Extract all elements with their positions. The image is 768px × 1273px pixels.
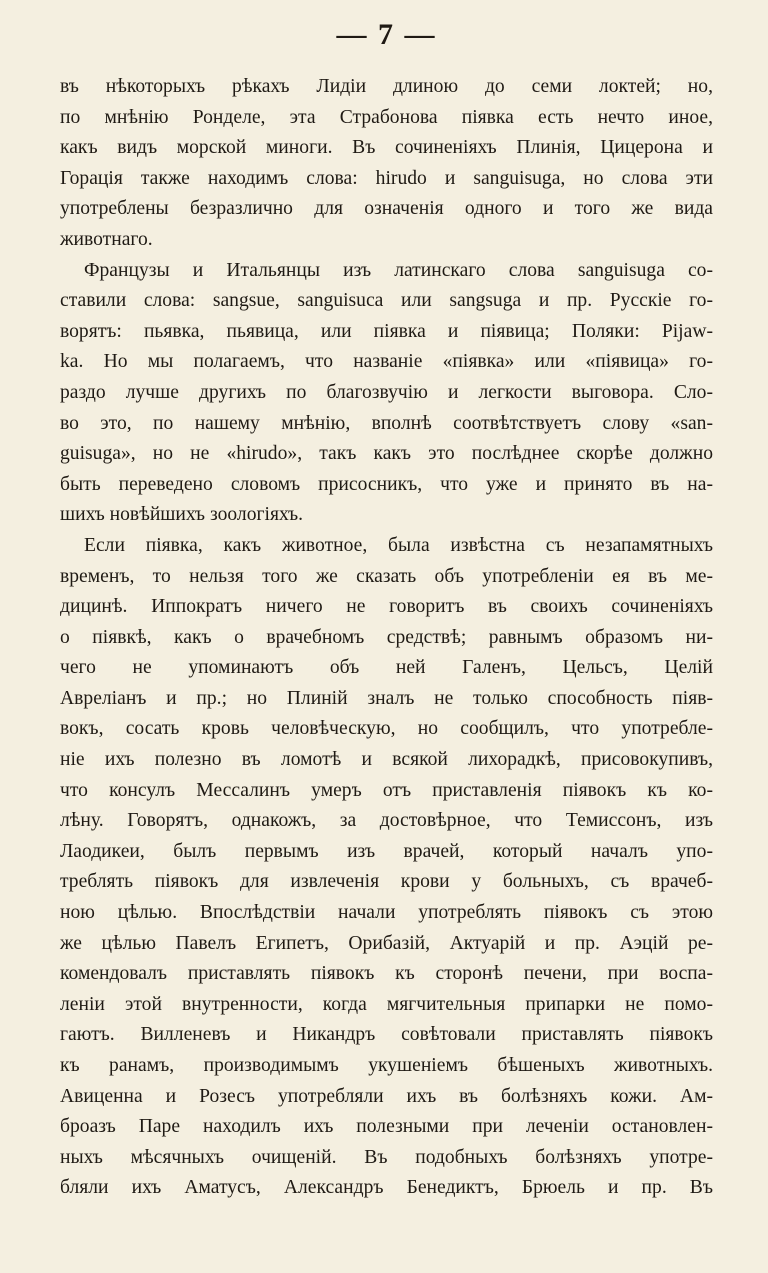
text-line: же цѣлью Павелъ Египетъ, Орибазій, Актуарій и пр. Аэцій ре- (60, 932, 713, 954)
text-line: раздо лучше другихъ по благозвучію и легкости выговора. Сло- (60, 381, 713, 403)
text-line: что консулъ Мессалинъ умеръ отъ приставленія піявокъ къ ко- (60, 779, 713, 801)
text-line: ворятъ: пьявка, пьявица, или піявка и піявица; Поляки: Pijaw- (60, 320, 713, 342)
paragraph-2 (60, 256, 713, 531)
page-header (60, 0, 713, 70)
text-line: ною цѣлью. Впослѣдствіи начали употреблять піявокъ съ этою (60, 902, 713, 924)
text-line: въ нѣкоторыхъ рѣкахъ Лидіи длиною до семи локтей; но, (60, 76, 713, 97)
paragraph-1 (60, 72, 713, 256)
text-line: Горація также находимъ слова: hirudo и sanguisuga, но слова эти (60, 167, 713, 189)
text-line: ныхъ мѣсячныхъ очищеній. Въ подобныхъ болѣзняхъ употре- (60, 1146, 713, 1168)
page-number: — 7 — (336, 18, 437, 51)
text-line: гаютъ. Вилленевъ и Никандръ совѣтовали приставлять піявокъ (60, 1024, 713, 1046)
text-line: Авреліанъ и пр.; но Плиній зналъ не только способность піяв- (60, 687, 713, 709)
text-line: Французы и Итальянцы изъ латинскаго слова sanguisuga со- (84, 259, 713, 281)
text-line: комендовалъ приставлять піявокъ къ сторонѣ печени, при воспа- (60, 963, 713, 985)
text-line: ставили слова: sangsue, sanguisuca или sangsuga и пр. Русскіе го- (60, 290, 713, 312)
text-line: Если піявка, какъ животное, была извѣстна съ незапамятныхъ (84, 534, 713, 556)
text-line: лѣну. Говорятъ, однакожъ, за достовѣрное, что Темиссонъ, изъ (60, 810, 713, 832)
text-line: треблять піявокъ для извлеченія крови у больныхъ, съ врачеб- (60, 871, 713, 893)
body-text (60, 72, 713, 1204)
text-line: бляли ихъ Аматусъ, Александръ Бенедиктъ, Брюель и пр. Въ (60, 1177, 713, 1199)
text-line: быть переведено словомъ присосникъ, что уже и принято въ на- (60, 473, 713, 495)
text-line: употреблены безразлично для означенія одного и того же вида (60, 198, 713, 220)
paragraph-3 (60, 531, 713, 1204)
text-line: какъ видъ морской миноги. Въ сочиненіяхъ Плинія, Цицерона и (60, 137, 713, 159)
text-line: животнаго. (60, 228, 153, 250)
text-line: во это, по нашему мнѣнію, вполнѣ соотвѣтствуетъ слову «san- (60, 412, 713, 434)
text-line: по мнѣнію Ронделе, эта Страбонова піявка есть нечто иное, (60, 106, 713, 128)
text-line: дицинѣ. Иппократъ ничего не говоритъ въ своихъ сочиненіяхъ (60, 596, 713, 618)
text-line: ka. Но мы полагаемъ, что названіе «піявка» или «піявица» го- (60, 351, 713, 373)
text-line: о піявкѣ, какъ о врачебномъ средствѣ; равнымъ образомъ ни- (60, 626, 713, 648)
text-line: вокъ, сосать кровь человѣческую, но сообщилъ, что употребле- (60, 718, 713, 740)
text-line: шихъ новѣйшихъ зоологіяхъ. (60, 504, 304, 526)
text-line: чего не упоминаютъ объ ней Галенъ, Цельсъ, Целій (60, 657, 713, 679)
text-line: guisuga», но не «hirudo», такъ какъ это послѣднее скорѣе должно (60, 443, 713, 465)
text-line: Авиценна и Розесъ употребляли ихъ въ болѣзняхъ кожи. Ам- (60, 1085, 713, 1107)
text-line: къ ранамъ, производимымъ укушеніемъ бѣшеныхъ животныхъ. (60, 1055, 713, 1076)
text-line: леніи этой внутренности, когда мягчительныя припарки не помо- (60, 993, 713, 1015)
text-line: броазъ Паре находилъ ихъ полезными при леченіи остановлен- (60, 1116, 713, 1138)
text-line: Лаодикеи, былъ первымъ изъ врачей, который началъ упо- (60, 840, 713, 862)
text-line: временъ, то нельзя того же сказать объ употребленіи ея въ ме- (60, 565, 713, 587)
text-line: ніе ихъ полезно въ ломотѣ и всякой лихорадкѣ, присовокупивъ, (60, 749, 713, 771)
